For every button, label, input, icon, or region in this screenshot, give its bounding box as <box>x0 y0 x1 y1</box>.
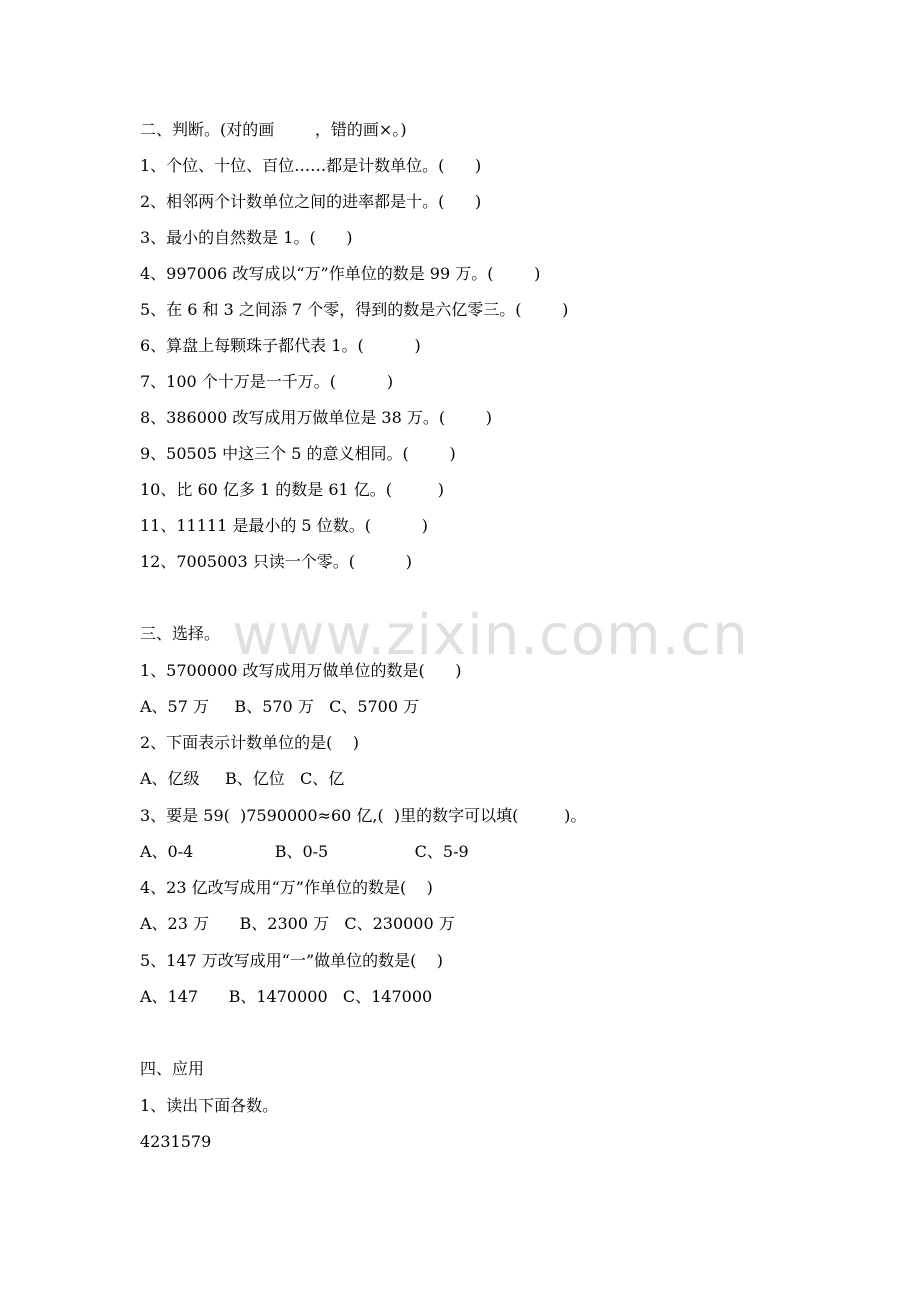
judgment-item-10: 10、比 60 亿多 1 的数是 61 亿。( ) <box>140 480 445 499</box>
choice-question-4: 4、23 亿改写成用“万”作单位的数是( ) <box>140 878 433 897</box>
watermark: www.zixin.com.cn <box>232 603 749 668</box>
choice-question-2: 2、下面表示计数单位的是( ) <box>140 733 360 752</box>
judgment-item-6: 6、算盘上每颗珠子都代表 1。( ) <box>140 336 421 355</box>
choice-options-1: A、57 万 B、570 万 C、5700 万 <box>140 697 420 716</box>
choice-question-1: 1、5700000 改写成用万做单位的数是( ) <box>140 661 462 680</box>
choice-options-5: A、147 B、1470000 C、147000 <box>140 987 433 1006</box>
judgment-item-1: 1、个位、十位、百位……都是计数单位。( ) <box>140 156 482 175</box>
judgment-item-8: 8、386000 改写成用万做单位是 38 万。( ) <box>140 408 493 427</box>
choice-question-5: 5、147 万改写成用“一”做单位的数是( ) <box>140 951 443 970</box>
choice-options-3: A、0-4 B、0-5 C、5-9 <box>140 842 469 861</box>
judgment-item-9: 9、50505 中这三个 5 的意义相同。( ) <box>140 444 456 463</box>
number-to-read: 4231579 <box>140 1132 212 1151</box>
section-2-heading: 二、判断。(对的画 ，错的画×。) <box>140 120 407 139</box>
choice-question-3: 3、要是 59( )7590000≈60 亿,( )里的数字可以填( )。 <box>140 806 587 825</box>
choice-options-4: A、23 万 B、2300 万 C、230000 万 <box>140 914 455 933</box>
section-4-heading: 四、应用 <box>140 1059 205 1078</box>
section-3-heading: 三、选择。 <box>140 624 221 643</box>
judgment-item-7: 7、100 个十万是一千万。( ) <box>140 372 394 391</box>
judgment-item-4: 4、997006 改写成以“万”作单位的数是 99 万。( ) <box>140 264 541 283</box>
judgment-item-12: 12、7005003 只读一个零。( ) <box>140 552 413 571</box>
application-question-1: 1、读出下面各数。 <box>140 1096 279 1115</box>
judgment-item-3: 3、最小的自然数是 1。( ) <box>140 228 353 247</box>
judgment-item-2: 2、相邻两个计数单位之间的进率都是十。( ) <box>140 192 482 211</box>
judgment-item-11: 11、11111 是最小的 5 位数。( ) <box>140 516 429 535</box>
judgment-item-5: 5、在 6 和 3 之间添 7 个零，得到的数是六亿零三。( ) <box>140 300 569 319</box>
choice-options-2: A、亿级 B、亿位 C、亿 <box>140 769 345 788</box>
